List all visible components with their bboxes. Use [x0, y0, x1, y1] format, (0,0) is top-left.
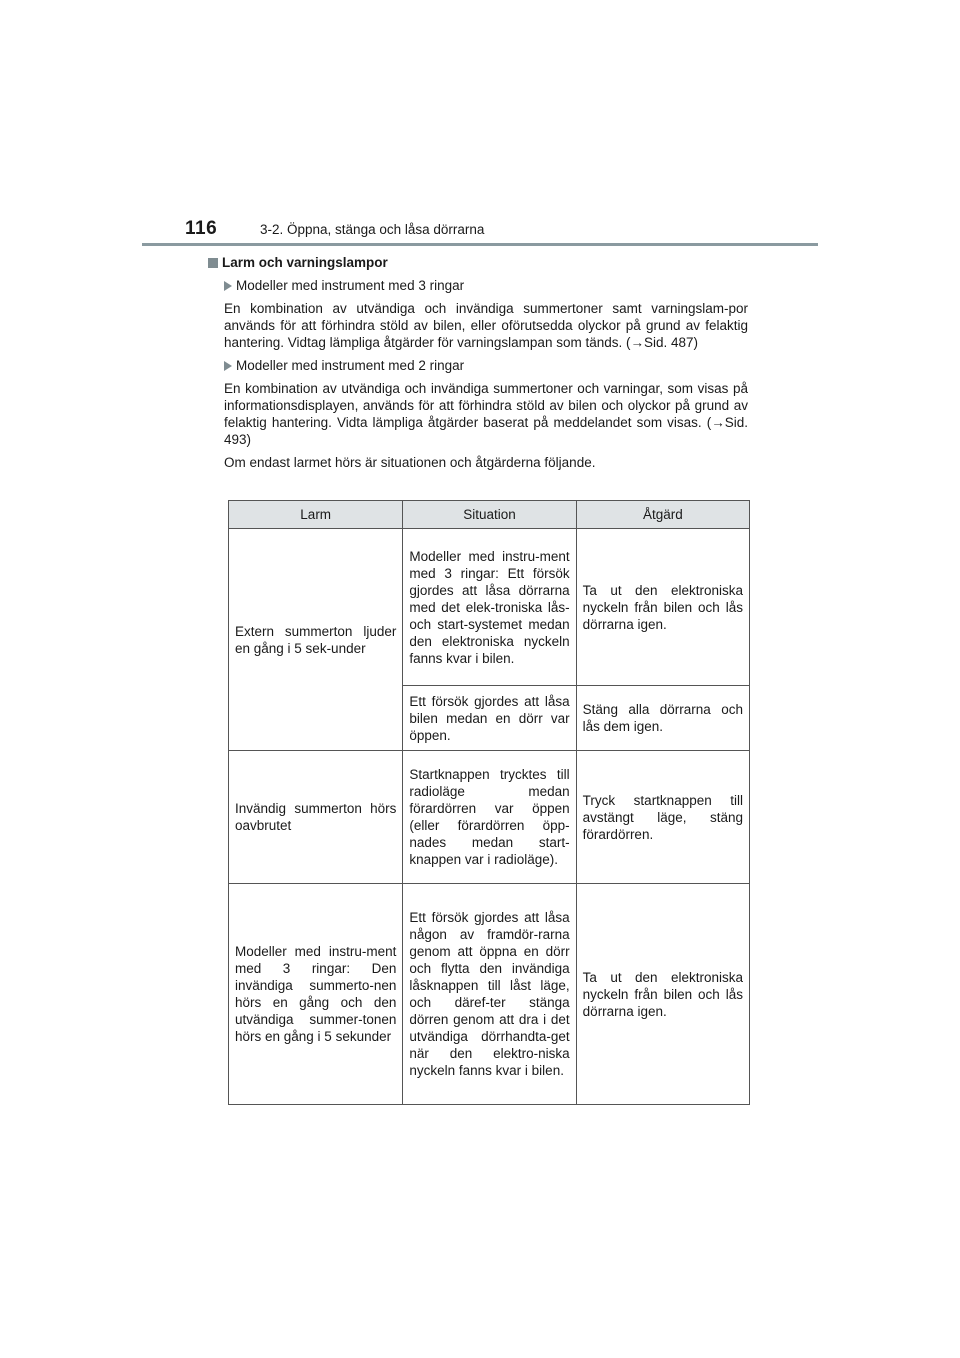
header-divider	[142, 243, 818, 246]
table-cell-atgard: Ta ut den elektroniska nyckeln från bilen och lås dörrarna igen.	[576, 529, 749, 686]
paragraph-alarm-only: Om endast larmet hörs är situationen och åtgärderna följande.	[224, 455, 596, 470]
subheading-3-rings	[208, 277, 748, 294]
chapter-title: 3-2. Öppna, stänga och låsa dörrarna	[260, 222, 485, 237]
table-cell-larm: Modeller med instru-ment med 3 ringar: Den invändiga summerto-nen hörs en gång och den utvändiga summer-tonen hörs en gång i 5 sekunder	[229, 884, 403, 1105]
section-heading	[208, 254, 748, 271]
main-content	[208, 254, 748, 477]
column-header: Larm	[229, 501, 403, 529]
subheading-2-rings	[208, 357, 748, 374]
subheading-text: Modeller med instrument med 3 ringar	[236, 278, 465, 293]
table-cell-situation: Modeller med instru-ment med 3 ringar: Ett försök gjordes att låsa dörrarna med det elek-troniska lås- och start-systemet medan den elektroniska nyckeln fanns kvar i bilen.	[403, 529, 576, 686]
table-row	[229, 751, 750, 884]
table-cell-larm: Extern summerton ljuder en gång i 5 sek-under	[229, 529, 403, 751]
paragraph-3-rings: En kombination av utvändiga och invändiga summertoner samt varningslam-por används för att förhindra stöld av bilen, eller oförutsedda olyckor på grund av felaktig hantering. Vidtag lämpliga åtgärder för varningslampan som tänds. (→Sid. 487)	[224, 301, 748, 350]
paragraph-2-rings: En kombination av utvändiga och invändiga summertoner och varningar, som visas på informationsdisplayen, används för att förhindra stöld av bilen och olyckor på grund av felaktig hantering. Vidta lämpliga åtgärder baserat på meddelandet som visas. (→Sid. 493)	[224, 381, 748, 447]
table-cell-atgard: Stäng alla dörrarna och lås dem igen.	[576, 686, 749, 751]
table-cell-atgard: Ta ut den elektroniska nyckeln från bilen och lås dörrarna igen.	[576, 884, 749, 1105]
column-header: Situation	[403, 501, 576, 529]
table-header-row	[229, 501, 750, 529]
table-row	[229, 884, 750, 1105]
table-cell-situation: Ett försök gjordes att låsa bilen medan en dörr var öppen.	[403, 686, 576, 751]
table-cell-situation: Ett försök gjordes att låsa någon av framdör-rarna genom att öppna en dörr och flytta den invändiga låsknappen till låst läge, och däref-ter stänga dörren genom att dra i det utvändiga dörrhandta-get när den elektro-niska nyckeln fanns kvar i bilen.	[403, 884, 576, 1105]
table-cell-atgard: Tryck startknappen till avstängt läge, stäng förardörren.	[576, 751, 749, 884]
table-cell-situation: Startknappen trycktes till radioläge medan förardörren var öppen (eller förardörren öpp-nades medan start-knappen var i radioläge).	[403, 751, 576, 884]
triangle-bullet-icon	[224, 361, 232, 371]
column-header: Åtgärd	[576, 501, 749, 529]
subheading-text: Modeller med instrument med 2 ringar	[236, 358, 465, 373]
square-bullet-icon	[208, 258, 218, 268]
page-number: 116	[185, 218, 218, 239]
table-row	[229, 529, 750, 686]
alarm-table	[228, 500, 750, 1105]
triangle-bullet-icon	[224, 281, 232, 291]
section-heading-text: Larm och varningslampor	[222, 255, 388, 270]
table-cell-larm: Invändig summerton hörs oavbrutet	[229, 751, 403, 884]
